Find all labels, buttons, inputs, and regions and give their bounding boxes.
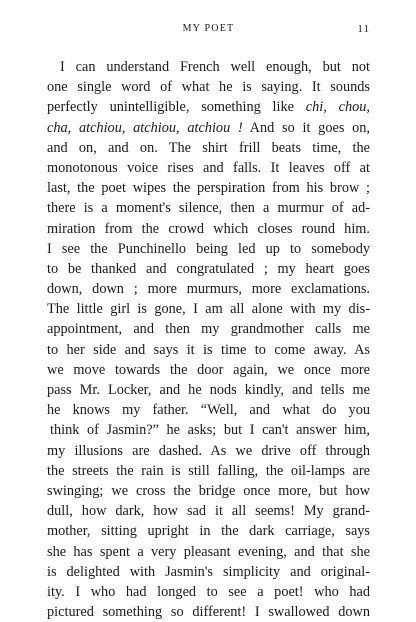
text-line: The little girl is gone, I am all alone with my dis- <box>47 301 370 318</box>
text-line: monotonous voice rises and falls. It leaves off at <box>47 159 370 176</box>
text-line: and on, and on. The shirt frill beats time, the <box>47 139 370 156</box>
text-line: think of Jasmin?” he asks; but I can't answer him, <box>50 422 370 439</box>
text-line: pictured something so different! I swallowed down <box>47 604 370 621</box>
text-line: my illusions are dashed. As we drive off through <box>47 442 370 459</box>
text-line: to be thanked and congratulated ; my heart goes <box>47 260 370 277</box>
text-line: I see the Punchinello being led up to somebody <box>47 240 370 257</box>
text-line: pass Mr. Locker, and he nods kindly, and tells me <box>47 382 370 398</box>
text-line: I can understand French well enough, but not <box>60 59 370 75</box>
text-line: she has spent a very pleasant evening, and that she <box>47 543 370 560</box>
text-line: down, down ; more murmurs, more exclamations. <box>47 281 370 298</box>
text-line: swinging; we cross the bridge once more, but how <box>47 482 370 499</box>
text-line: one single word of what he is saying. It sounds <box>47 79 370 96</box>
body-text <box>47 57 370 622</box>
running-head <box>47 22 370 36</box>
text-line: last, the poet wipes the perspiration from his brow ; <box>47 180 370 197</box>
text-line: there is a moment's silence, then a murmur of ad- <box>47 200 370 217</box>
page-number: 11 <box>357 23 370 35</box>
text-line: appointment, and then my grandmother calls me <box>47 321 370 338</box>
italic-text: chi, chou, <box>305 99 370 116</box>
text-line: to her side and says it is time to come away. As <box>47 341 370 358</box>
italic-text: cha, atchiou, atchiou, atchiou ! <box>47 119 243 136</box>
text-line: perfectly unintelligible, something like chi, chou, <box>47 99 370 116</box>
text-line: ity. I who had longed to see a poet! who had <box>47 583 370 600</box>
text-line: he knows my father. “Well, and what do you <box>47 402 370 419</box>
running-title: MY POET <box>182 23 235 34</box>
text-line: dull, how dark, how sad it all seems! My grand- <box>47 503 370 520</box>
text-line: is delighted with Jasmin's simplicity and original- <box>47 563 370 580</box>
text-line: miration from the crowd which closes round him. <box>47 220 370 237</box>
text-line: we move towards the door again, we once more <box>47 361 370 378</box>
text-line: cha, atchiou, atchiou, atchiou ! And so it goes on, <box>47 119 370 136</box>
text-line: mother, sitting upright in the dark carriage, says <box>47 523 370 540</box>
text-line: the streets the rain is still falling, the oil-lamps are <box>47 462 370 479</box>
